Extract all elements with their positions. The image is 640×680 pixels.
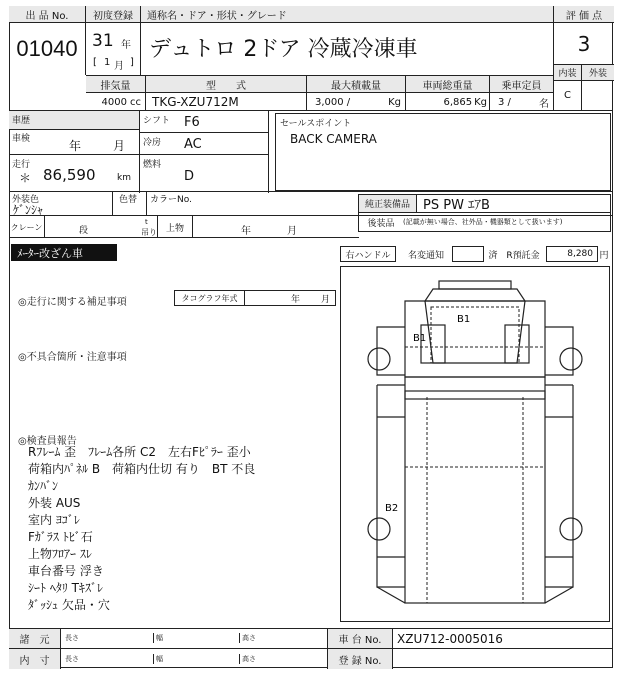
dims-length-label: 長さ <box>65 634 79 642</box>
damage-mark-b1-front: B1 <box>457 314 471 325</box>
inspector-line: ｼｰﾄ ﾍﾀﾘ Tｷｽﾞﾚ <box>28 581 103 595</box>
sales-point-box <box>275 113 611 191</box>
inspector-line: 外装 AUS <box>28 496 81 510</box>
name-change-box <box>452 246 484 262</box>
crane-ton-unit: t <box>145 218 148 226</box>
spec-column <box>139 111 269 193</box>
reg-month-bracket-close: ] <box>130 57 134 68</box>
ac-value: AC <box>184 137 202 152</box>
misc-row <box>340 246 610 262</box>
score-block <box>553 6 613 110</box>
driving-remarks-label: ◎走行に関する補足事項 <box>18 297 127 308</box>
aftermarket-label: 後装品 <box>367 218 395 229</box>
color-code-label: 色替 <box>119 195 138 205</box>
color-no-label: カラーNo. <box>150 195 192 205</box>
ac-label: 冷房 <box>143 138 162 148</box>
truck-outline-svg <box>341 267 609 621</box>
dims-width-label: 幅 <box>153 633 163 643</box>
capacity-unit: 名 <box>539 98 549 110</box>
max-load-value: 3,000 / <box>315 96 351 108</box>
name-change-label: 名変通知 <box>407 250 444 261</box>
spec-header-gross-weight: 車両総重量 <box>406 76 490 93</box>
inspection-month-unit: 月 <box>113 139 126 153</box>
inspector-line: 上物ﾌﾛｱｰ ｽﾚ <box>28 547 92 561</box>
interior-dims-label: 内 寸 <box>9 649 61 669</box>
crane-lift-unit: 吊り <box>141 228 157 237</box>
aftermarket-note: (記載が無い場合、社外品・機器類として扱います) <box>403 218 563 226</box>
chassis-label: 車 台 No. <box>327 629 393 648</box>
upper-month-unit: 月 <box>287 226 297 237</box>
exterior-color-value: ｹﾞﾝｼｬ <box>13 203 44 217</box>
recycle-amount-box <box>546 246 598 262</box>
inspection-row <box>9 129 139 155</box>
sales-point-text: BACK CAMERA <box>290 132 377 146</box>
inspector-lines <box>28 444 338 614</box>
tampered-meter-banner: ﾒｰﾀｰ改ざん車 <box>11 244 117 261</box>
recycle-mark: 済 <box>488 250 498 261</box>
interior-label: 内装 <box>554 65 582 81</box>
upper-year-unit: 年 <box>241 226 251 237</box>
dims-height-label: 高さ <box>239 633 256 643</box>
tachograph-month-unit: 月 <box>321 295 331 305</box>
ac-row <box>140 133 268 155</box>
spec-header-capacity: 乗車定員 <box>490 76 553 93</box>
color-code-cell <box>113 192 147 216</box>
yen-unit: 円 <box>599 250 609 261</box>
displacement-value: 4000 <box>101 96 127 108</box>
lot-number: 01040 <box>9 23 86 75</box>
score-label: 評 価 点 <box>554 6 614 23</box>
history-label: 車歴 <box>9 111 139 129</box>
damage-mark-b1-left: B1 <box>413 333 427 344</box>
spec-header-max-load: 最大積載量 <box>307 76 406 93</box>
crane-row <box>9 216 359 238</box>
inspection-year-unit: 年 <box>69 139 82 153</box>
standard-equip-value: PS PW ｴｱB <box>417 195 610 213</box>
gross-weight-value: 6,865 <box>443 96 473 108</box>
vehicle-diagram <box>340 266 610 622</box>
interior-height-label: 高さ <box>239 654 256 664</box>
spec-model-code: TKG-XZU712M <box>146 93 307 111</box>
spec-header-displacement: 排気量 <box>86 76 146 93</box>
tachograph-box <box>174 290 336 306</box>
fuel-row <box>140 155 268 193</box>
exterior-color-label: 外装色 <box>12 195 40 205</box>
capacity-value: 3 / <box>498 96 511 108</box>
reg-year: 31 <box>92 31 114 51</box>
interior-length-label: 長さ <box>65 655 79 663</box>
interior-width-label: 幅 <box>153 654 163 664</box>
color-no-cell <box>147 192 367 216</box>
header-section <box>9 6 613 110</box>
inspector-line: Rﾌﾚｰﾑ 歪 ﾌﾚｰﾑ各所 C2 左右Fﾋﾟﾗｰ 歪小 <box>28 445 251 459</box>
reg-date <box>86 23 141 75</box>
crane-label: クレーン <box>9 216 45 238</box>
footer-table <box>9 628 613 668</box>
mileage-value: 86,590 <box>43 166 96 184</box>
vehicle-title: デュトロ 2ドア 冷蔵冷凍車 <box>149 36 418 62</box>
inspector-line: ﾀﾞｯｼｭ 欠品・穴 <box>28 598 110 612</box>
fuel-value: D <box>184 169 195 184</box>
gross-weight-unit: Kg <box>474 96 487 108</box>
mileage-prefix: ＊ <box>19 171 32 185</box>
equipment-box <box>358 194 611 232</box>
max-load-unit: Kg <box>388 96 401 108</box>
mileage-unit: km <box>117 173 131 183</box>
displacement-unit: cc <box>130 96 141 108</box>
shift-row <box>140 111 268 133</box>
recycle-amount: 8,280 <box>567 249 593 259</box>
recycle-label: R預託金 <box>506 250 540 261</box>
reg-month-unit: 月 <box>114 61 124 72</box>
mileage-row <box>9 155 139 193</box>
reg-month: 1 <box>104 57 111 68</box>
score-value: 3 <box>554 23 614 65</box>
spec-displacement <box>86 93 146 111</box>
mileage-label: 走行 <box>12 160 31 170</box>
dims-label: 諸 元 <box>9 629 61 648</box>
spec-max-load <box>307 93 406 111</box>
inspector-line: 室内 ﾖｺﾞﾚ <box>28 513 80 527</box>
interior-grade: C <box>554 81 582 110</box>
inspector-line: 荷箱内ﾊﾟﾈﾙ B 荷箱内仕切 有り BT 不良 <box>28 462 256 476</box>
right-hand-label: 右ハンドル <box>340 246 396 262</box>
specs-table <box>86 75 553 110</box>
defects-label: ◎不具合箇所・注意事項 <box>18 352 127 363</box>
lot-label: 出 品 No. <box>9 6 86 23</box>
spec-capacity <box>490 93 553 111</box>
name-label: 通称名・ドア・形状・グレード <box>141 6 553 23</box>
sales-point-label: セールスポイント <box>280 119 352 129</box>
spec-gross-weight <box>406 93 490 111</box>
inspector-line: 車台番号 浮き <box>28 564 104 578</box>
crane-stage-unit: 段 <box>79 226 89 236</box>
exterior-color-cell <box>9 192 113 216</box>
upper-label: 上物 <box>157 216 193 238</box>
spec-header-model: 型 式 <box>146 76 307 93</box>
shift-value: F6 <box>184 115 200 130</box>
tachograph-year-unit: 年 <box>291 295 301 305</box>
reg-year-unit: 年 <box>121 40 131 51</box>
tachograph-label: タコグラフ年式 <box>175 291 245 305</box>
remarks-section <box>14 284 338 624</box>
damage-mark-b2: B2 <box>385 503 399 514</box>
inspector-line: ｶﾝﾊﾞﾝ <box>28 479 59 493</box>
registration-label: 登 録 No. <box>327 649 393 669</box>
inspection-label: 車検 <box>12 134 31 144</box>
standard-equip-label: 純正装備品 <box>359 195 417 213</box>
history-section <box>9 110 613 192</box>
exterior-label: 外装 <box>582 65 614 81</box>
inspector-report-label: ◎検査員報告 <box>18 436 77 447</box>
reg-label: 初度登録 <box>86 6 141 23</box>
reg-month-bracket-open: [ <box>93 57 97 68</box>
inspector-line: Fｶﾞﾗｽ ﾄﾋﾞ石 <box>28 530 93 544</box>
shift-label: シフト <box>143 116 171 126</box>
fuel-label: 燃料 <box>143 160 162 170</box>
chassis-number: XZU712-0005016 <box>397 631 503 646</box>
